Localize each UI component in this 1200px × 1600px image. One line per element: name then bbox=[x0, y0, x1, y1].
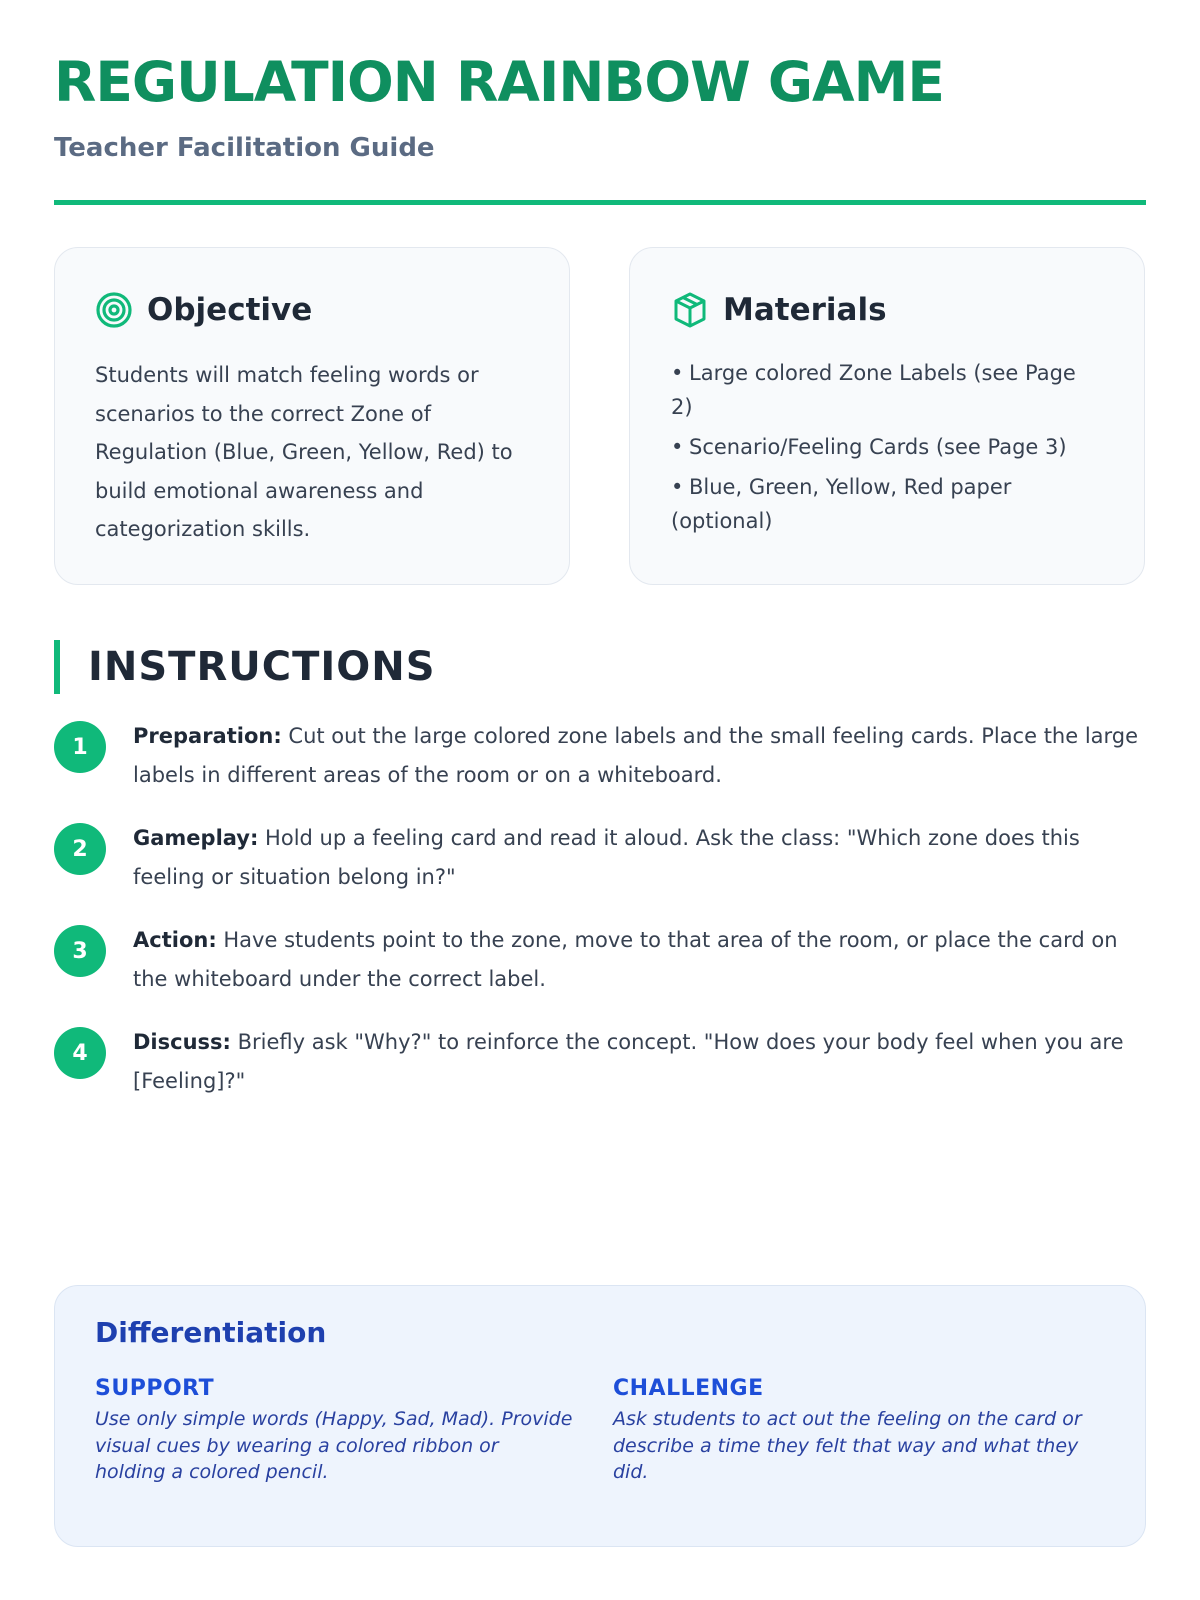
bullet-icon: • bbox=[671, 475, 684, 499]
step-text bbox=[133, 717, 1146, 794]
list-item bbox=[671, 356, 1104, 424]
materials-title: Materials bbox=[723, 292, 887, 328]
challenge-label: CHALLENGE bbox=[613, 1376, 764, 1401]
step-description: Have students point to the zone, move to that area of the room, or place the card on the whiteboard under the correct label. bbox=[133, 928, 1118, 991]
step-description: Briefly ask "Why?" to reinforce the concept. "How does your body feel when you are [Feeling]?" bbox=[133, 1030, 1124, 1093]
step-label: Action: bbox=[133, 928, 217, 952]
instruction-step bbox=[54, 819, 1146, 921]
header-divider bbox=[54, 200, 1146, 205]
differentiation-box bbox=[54, 1285, 1146, 1547]
objective-text: Students will match feeling words or scenarios to the correct Zone of Regulation (Blue, Green, Yellow, Red) to build emotional awareness and categorization skills. bbox=[95, 363, 513, 541]
step-number-badge: 4 bbox=[54, 1027, 106, 1079]
challenge-column bbox=[613, 1374, 1091, 1486]
step-number-badge: 1 bbox=[54, 721, 106, 773]
instructions-heading bbox=[54, 640, 436, 694]
differentiation-columns bbox=[95, 1374, 1105, 1486]
instruction-step bbox=[54, 717, 1146, 819]
page-subtitle: Teacher Facilitation Guide bbox=[54, 133, 435, 163]
step-text bbox=[133, 921, 1146, 998]
materials-card bbox=[629, 247, 1145, 585]
objective-card bbox=[54, 247, 570, 585]
materials-header bbox=[671, 290, 1104, 330]
support-column bbox=[95, 1374, 573, 1486]
instruction-step bbox=[54, 1023, 1146, 1125]
list-item bbox=[671, 430, 1104, 464]
materials-item-label: Blue, Green, Yellow, Red paper (optional) bbox=[671, 475, 1012, 533]
bullet-icon: • bbox=[671, 435, 684, 459]
bullet-icon: • bbox=[671, 361, 684, 385]
step-number-badge: 2 bbox=[54, 823, 106, 875]
instructions-list bbox=[54, 717, 1146, 1125]
step-description: Cut out the large colored zone labels and the small feeling cards. Place the large labels in different areas of the room or on a whiteboard. bbox=[133, 724, 1139, 787]
target-icon bbox=[95, 291, 133, 329]
box-icon bbox=[671, 291, 709, 329]
list-item bbox=[671, 470, 1104, 538]
section-accent-bar bbox=[54, 640, 60, 694]
step-label: Gameplay: bbox=[133, 826, 259, 850]
instructions-title: INSTRUCTIONS bbox=[88, 644, 436, 690]
challenge-text: Ask students to act out the feeling on the card or describe a time they felt that way and what they did. bbox=[613, 1408, 1082, 1483]
materials-list bbox=[671, 356, 1104, 538]
step-text bbox=[133, 819, 1146, 896]
page-title: REGULATION RAINBOW GAME bbox=[54, 50, 944, 114]
step-text bbox=[133, 1023, 1146, 1100]
step-number-badge: 3 bbox=[54, 925, 106, 977]
step-label: Preparation: bbox=[133, 724, 282, 748]
materials-item-label: Large colored Zone Labels (see Page 2) bbox=[671, 361, 1076, 419]
support-label: SUPPORT bbox=[95, 1376, 215, 1401]
differentiation-title: Differentiation bbox=[95, 1316, 327, 1349]
objective-header bbox=[95, 290, 529, 330]
instruction-step bbox=[54, 921, 1146, 1023]
step-label: Discuss: bbox=[133, 1030, 231, 1054]
support-text: Use only simple words (Happy, Sad, Mad). Provide visual cues by wearing a colored ribbon or holding a colored pencil. bbox=[95, 1408, 573, 1483]
objective-title: Objective bbox=[147, 292, 313, 328]
step-description: Hold up a feeling card and read it aloud. Ask the class: "Which zone does this feeling or situation belong in?" bbox=[133, 826, 1080, 889]
materials-item-label: Scenario/Feeling Cards (see Page 3) bbox=[689, 435, 1067, 459]
